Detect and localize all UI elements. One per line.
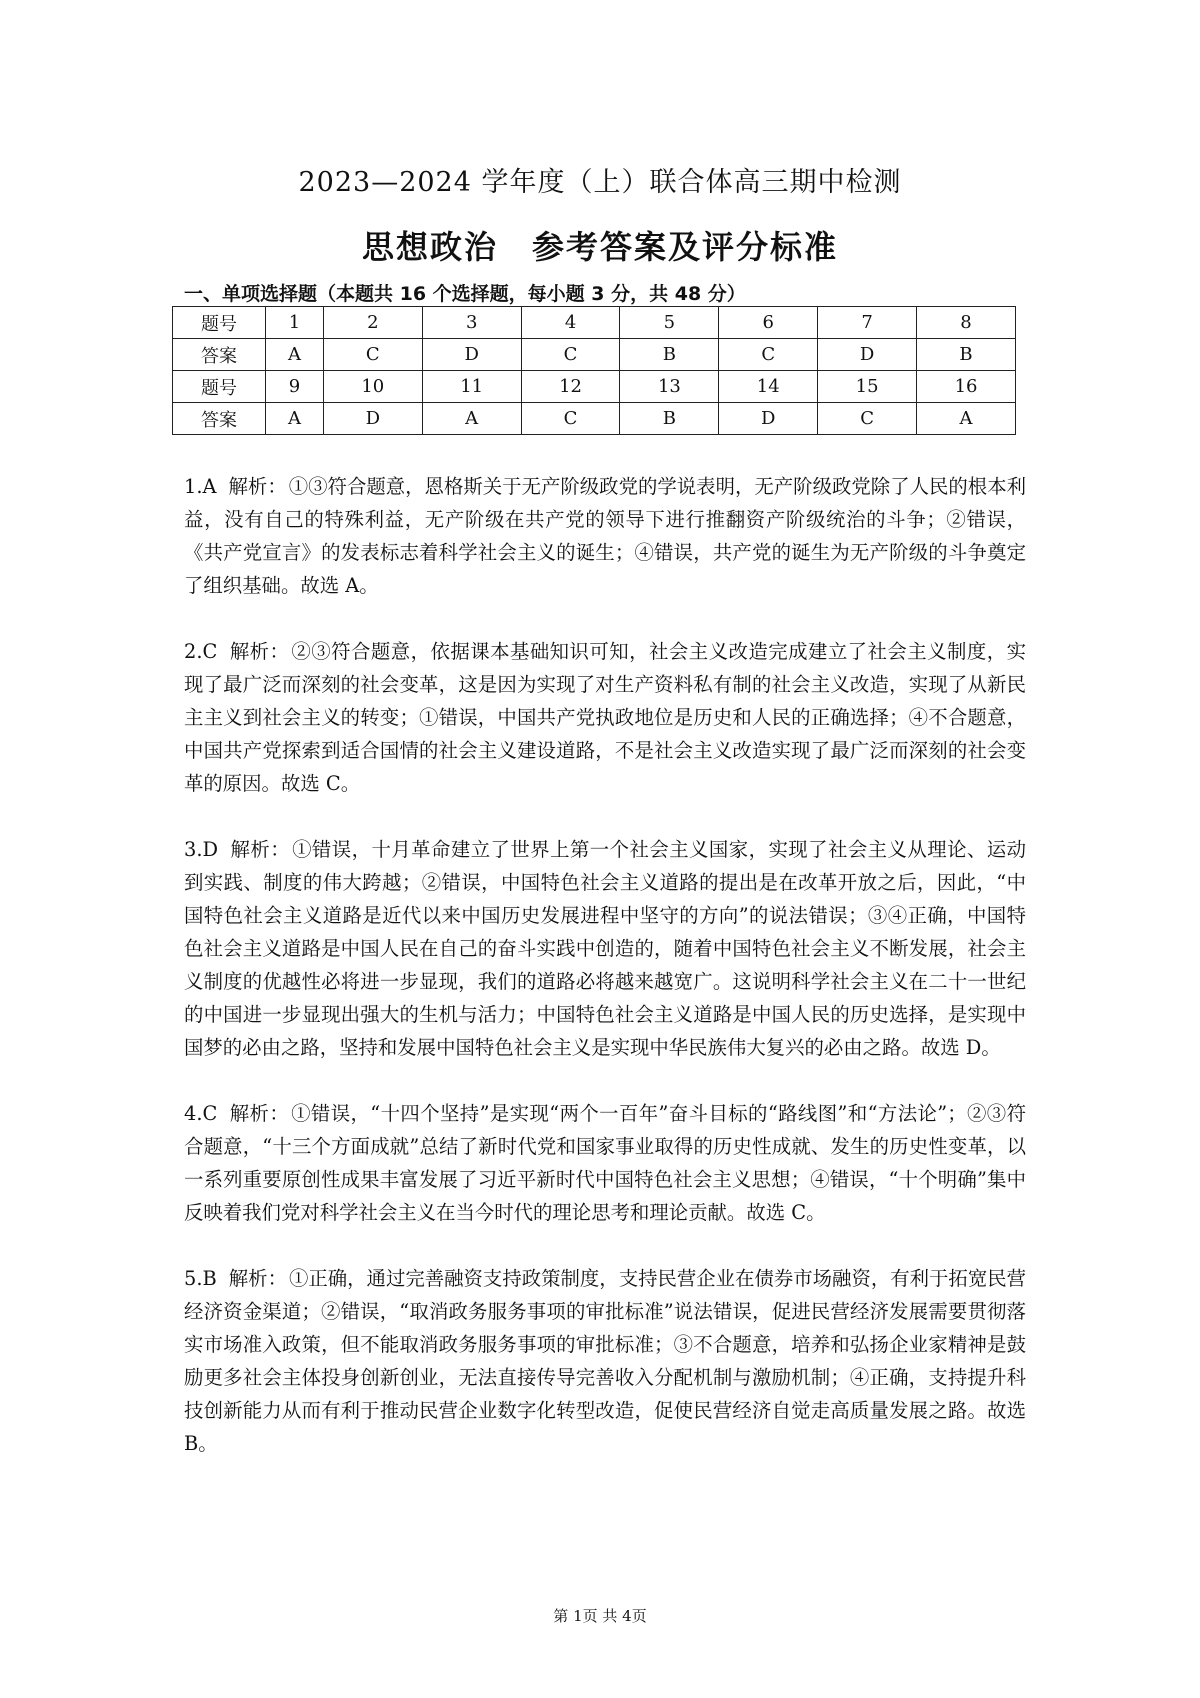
question-answer: 5.B — [184, 1267, 217, 1290]
explanation-text: ②③符合题意，依据课本基础知识可知，社会主义改造完成建立了社会主义制度，实现了最广泛而深刻的社会变革，这是因为实现了对生产资料私有制的社会主义改造，实现了从新民主主义到社会主义的转变；①错误，中国共产党执政地位是历史和人民的正确选择；④不合题意，中国共产党探索到适合国情的社会主义建设道路，不是社会主义改造实现了最广泛而深刻的社会变革的原因。故选 C。 — [184, 640, 1027, 795]
table-cell: 3 — [422, 307, 521, 339]
table-cell: D — [422, 339, 521, 371]
explanation-label: 解析： — [229, 640, 290, 663]
table-cell: 6 — [719, 307, 818, 339]
explanation-list — [184, 470, 1026, 1493]
table-cell: A — [266, 339, 324, 371]
table-cell: A — [422, 403, 521, 435]
answer-table — [172, 306, 1016, 435]
explanation-item — [184, 1262, 1026, 1460]
question-answer: 2.C — [184, 640, 218, 663]
explanation-text: ①正确，通过完善融资支持政策制度，支持民营企业在债券市场融资，有利于拓宽民营经济资金渠道；②错误，“取消政务服务事项的审批标准”说法错误，促进民营经济发展需要贯彻落实市场准入政策，但不能取消政务服务事项的审批标准；③不合题意，培养和弘扬企业家精神是鼓励更多社会主体投身创新创业，无法直接传导完善收入分配机制与激励机制；④正确，支持提升科技创新能力从而有利于推动民营企业数字化转型改造，促使民营经济自觉走高质量发展之路。故选 B。 — [184, 1267, 1027, 1455]
table-cell: 15 — [818, 371, 917, 403]
question-answer: 4.C — [184, 1102, 218, 1125]
table-cell: B — [620, 339, 719, 371]
table-cell: 7 — [818, 307, 917, 339]
explanation-text: ①错误，十月革命建立了世界上第一个社会主义国家，实现了社会主义从理论、运动到实践、制度的伟大跨越；②错误，中国特色社会主义道路的提出是在改革开放之后，因此，“中国特色社会主义道路是近代以来中国历史发展进程中坚守的方向”的说法错误；③④正确，中国特色社会主义道路是中国人民在自己的奋斗实践中创造的，随着中国特色社会主义不断发展，社会主义制度的优越性必将进一步显现，我们的道路必将越来越宽广。这说明科学社会主义在二十一世纪的中国进一步显现出强大的生机与活力；中国特色社会主义道路是中国人民的历史选择，是实现中国梦的必由之路，坚持和发展中国特色社会主义是实现中华民族伟大复兴的必由之路。故选 D。 — [184, 838, 1027, 1059]
explanation-label: 解析： — [228, 475, 287, 498]
explanation-label: 解析： — [230, 838, 291, 861]
row-label: 题号 — [173, 307, 266, 339]
page-number: 第 1页 共 4页 — [553, 1607, 647, 1625]
explanation-label: 解析： — [229, 1102, 290, 1125]
table-cell: A — [266, 403, 324, 435]
table-row — [173, 339, 1016, 371]
table-cell: B — [917, 339, 1016, 371]
table-cell: 5 — [620, 307, 719, 339]
table-cell: 1 — [266, 307, 324, 339]
table-cell: C — [719, 339, 818, 371]
table-row — [173, 371, 1016, 403]
row-label: 答案 — [173, 403, 266, 435]
table-cell: A — [917, 403, 1016, 435]
question-answer: 1.A — [184, 475, 217, 498]
question-answer: 3.D — [184, 838, 219, 861]
table-cell: 16 — [917, 371, 1016, 403]
table-cell: 13 — [620, 371, 719, 403]
table-cell: 14 — [719, 371, 818, 403]
explanation-text: ①错误，“十四个坚持”是实现“两个一百年”奋斗目标的“路线图”和“方法论”；②③符合题意，“十三个方面成就”总结了新时代党和国家事业取得的历史性成就、发生的历史性变革，以一系列重要原创性成果丰富发展了习近平新时代中国特色社会主义思想；④错误，“十个明确”集中反映着我们党对科学社会主义在当今时代的理论思考和理论贡献。故选 C。 — [184, 1102, 1026, 1224]
table-cell: D — [818, 339, 917, 371]
explanation-item — [184, 1097, 1026, 1229]
explanation-label: 解析： — [228, 1267, 287, 1290]
table-cell: D — [323, 403, 422, 435]
explanation-text: ①③符合题意，恩格斯关于无产阶级政党的学说表明，无产阶级政党除了人民的根本利益，没有自己的特殊利益，无产阶级在共产党的领导下进行推翻资产阶级统治的斗争；②错误，《共产党宣言》的发表标志着科学社会主义的诞生；④错误，共产党的诞生为无产阶级的斗争奠定了组织基础。故选 A。 — [184, 475, 1026, 597]
table-cell: 8 — [917, 307, 1016, 339]
table-cell: 10 — [323, 371, 422, 403]
table-cell: C — [521, 339, 620, 371]
table-cell: B — [620, 403, 719, 435]
explanation-item — [184, 635, 1026, 800]
table-cell: 12 — [521, 371, 620, 403]
table-row — [173, 307, 1016, 339]
table-cell: C — [818, 403, 917, 435]
table-cell: 11 — [422, 371, 521, 403]
explanation-item — [184, 470, 1026, 602]
explanation-item — [184, 833, 1026, 1064]
section-heading: 一、单项选择题（本题共 16 个选择题，每小题 3 分，共 48 分） — [184, 283, 746, 305]
row-label: 答案 — [173, 339, 266, 371]
table-row — [173, 403, 1016, 435]
table-cell: C — [323, 339, 422, 371]
table-cell: 4 — [521, 307, 620, 339]
table-cell: C — [521, 403, 620, 435]
document-subtitle: 思想政治 参考答案及评分标准 — [361, 228, 838, 266]
table-cell: 9 — [266, 371, 324, 403]
document-title: 2023—2024 学年度（上）联合体高三期中检测 — [298, 167, 902, 198]
table-cell: D — [719, 403, 818, 435]
row-label: 题号 — [173, 371, 266, 403]
table-cell: 2 — [323, 307, 422, 339]
